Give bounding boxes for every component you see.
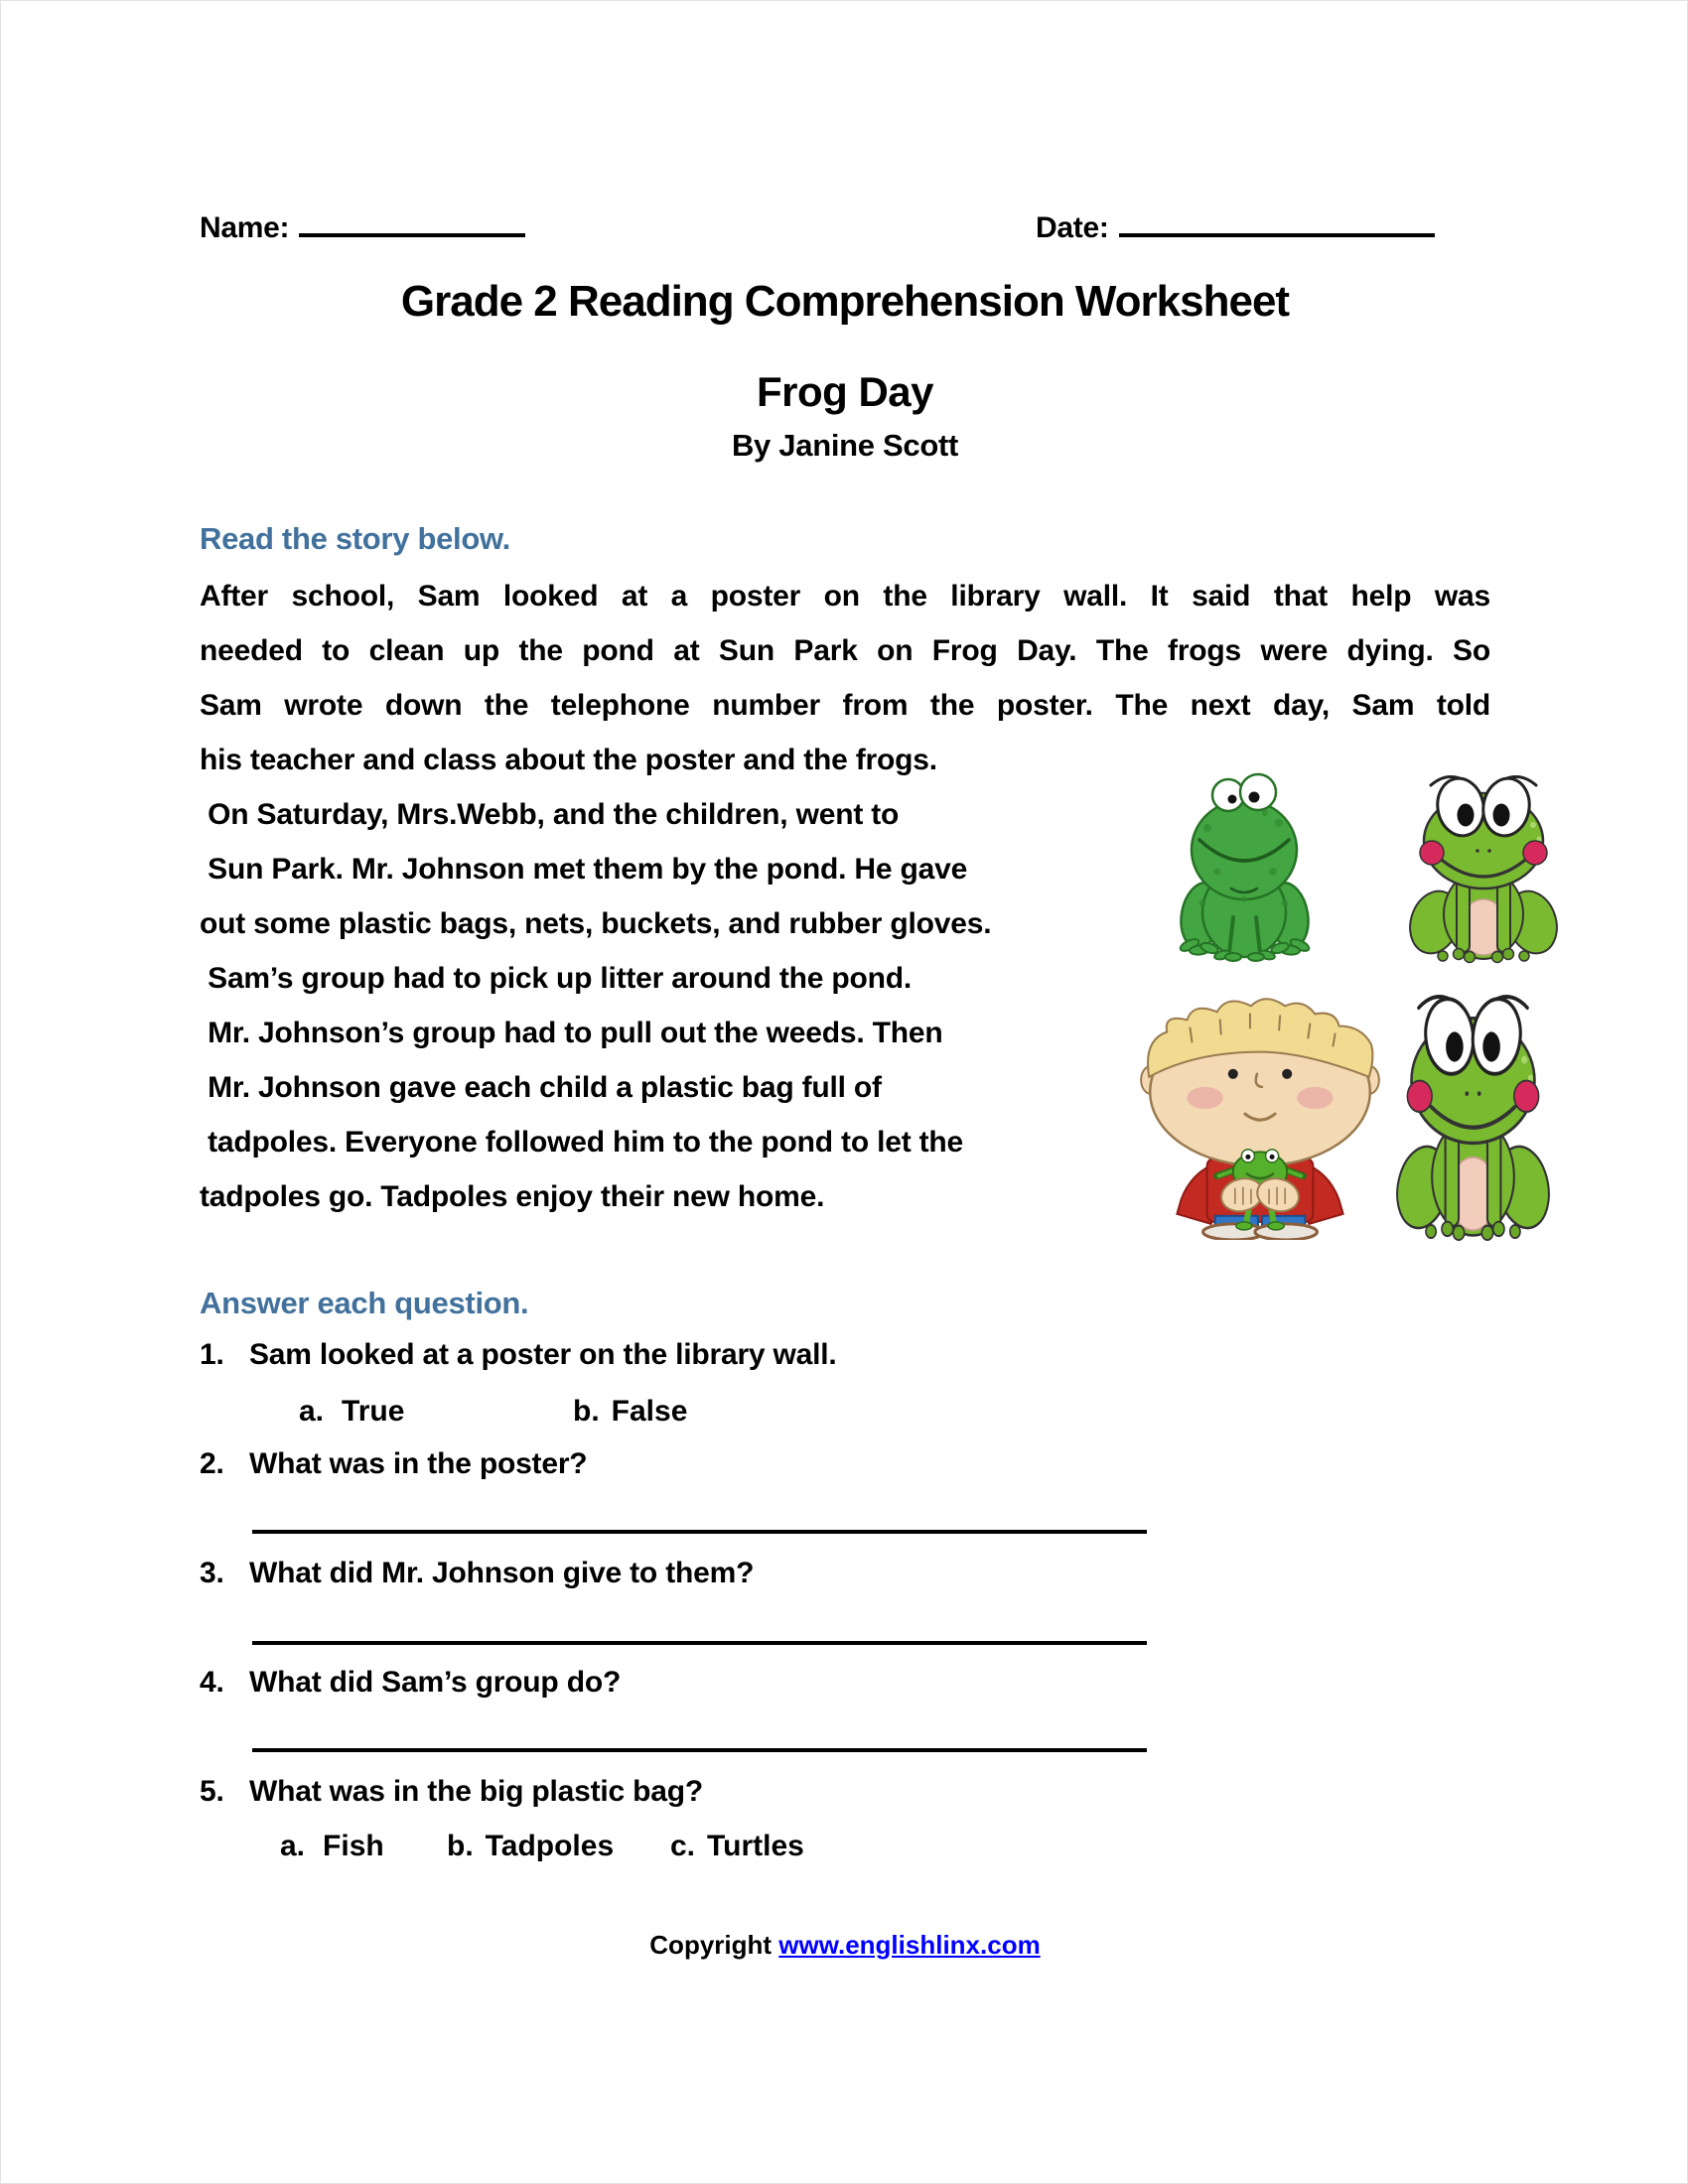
question-text: What did Mr. Johnson give to them? xyxy=(249,1557,755,1589)
question-5-options xyxy=(280,1830,1472,1869)
option-text: Fish xyxy=(323,1830,384,1862)
byline: By Janine Scott xyxy=(731,428,959,463)
frog-plain-image xyxy=(1178,768,1312,962)
questions-section-heading: Answer each question. xyxy=(200,1286,529,1320)
frog-pink-cheeks-image xyxy=(1409,765,1558,964)
boy-holding-frog-clipart xyxy=(1135,962,1385,1240)
name-blank-line xyxy=(299,205,525,237)
story-line: After school, Sam looked at a poster on the library wall. It said that help was xyxy=(200,580,1490,613)
question-1 xyxy=(200,1338,1490,1372)
question-text: Sam looked at a poster on the library wall. xyxy=(249,1338,837,1371)
story-paragraph-narrow xyxy=(200,787,1133,1224)
story-section-heading: Read the story below. xyxy=(200,521,510,556)
option-label: b. xyxy=(573,1395,600,1428)
question-text: What was in the poster? xyxy=(249,1447,588,1480)
story-line: out some plastic bags, nets, buckets, and rubber gloves. xyxy=(200,907,992,940)
story-line: Sam’s group had to pick up litter around the pond. xyxy=(200,962,913,995)
story-line: Mr. Johnson gave each child a plastic bag full of xyxy=(200,1071,882,1104)
question-2 xyxy=(200,1447,1490,1481)
question-3 xyxy=(200,1557,1490,1590)
date-label: Date: xyxy=(1036,211,1109,244)
option-a xyxy=(280,1830,384,1863)
question-number: 2. xyxy=(200,1447,224,1480)
story-line: his teacher and class about the poster and the frogs. xyxy=(200,744,937,776)
question-1-options xyxy=(299,1395,1490,1434)
question-4 xyxy=(200,1666,1490,1700)
name-field xyxy=(200,205,525,245)
answer-blank-line xyxy=(252,1748,1147,1752)
option-b xyxy=(573,1395,687,1429)
frog-pink-cheeks-tall-image xyxy=(1396,982,1550,1242)
frog-plain-clipart xyxy=(1178,768,1312,962)
answer-blank-line xyxy=(252,1530,1147,1534)
date-blank-line xyxy=(1119,205,1435,237)
option-label: a. xyxy=(299,1395,325,1428)
story-line: Sun Park. Mr. Johnson met them by the pond. He gave xyxy=(200,853,968,886)
question-number: 5. xyxy=(200,1775,224,1808)
story-paragraph-wide xyxy=(200,569,1490,787)
option-label: a. xyxy=(280,1830,306,1862)
answer-blank-line xyxy=(252,1641,1147,1645)
boy-holding-frog-image xyxy=(1135,962,1385,1240)
option-a xyxy=(299,1395,404,1429)
frog-pink-cheeks-clipart xyxy=(1409,765,1558,964)
story-line: On Saturday, Mrs.Webb, and the children, went to xyxy=(200,798,900,831)
option-label: b. xyxy=(447,1830,474,1862)
story-line: Sam wrote down the telephone number from the poster. The next day, Sam told xyxy=(200,689,1490,722)
footer xyxy=(1,1930,1688,1961)
question-text: What was in the big plastic bag? xyxy=(249,1775,703,1808)
copyright-label: Copyright xyxy=(649,1930,773,1960)
story-line: tadpoles. Everyone followed him to the pond to let the xyxy=(200,1126,964,1159)
option-text: Tadpoles xyxy=(485,1830,615,1862)
englishlinx-link[interactable]: www.englishlinx.com xyxy=(778,1930,1041,1960)
name-label: Name: xyxy=(200,211,290,244)
question-number: 4. xyxy=(200,1666,224,1699)
page-title: Grade 2 Reading Comprehension Worksheet xyxy=(400,277,1290,326)
question-text: What did Sam’s group do? xyxy=(249,1666,622,1699)
date-field xyxy=(1036,205,1435,245)
option-b xyxy=(447,1830,614,1863)
option-text: True xyxy=(342,1395,405,1428)
frog-pink-cheeks-tall-clipart xyxy=(1396,982,1550,1242)
option-c xyxy=(670,1830,804,1863)
option-text: False xyxy=(611,1395,688,1428)
story-title: Frog Day xyxy=(756,368,934,415)
question-number: 3. xyxy=(200,1557,224,1589)
question-number: 1. xyxy=(200,1338,224,1371)
option-text: Turtles xyxy=(707,1830,804,1862)
story-line: Mr. Johnson’s group had to pull out the weeds. Then xyxy=(200,1017,943,1049)
option-label: c. xyxy=(670,1830,696,1862)
story-line: tadpoles go. Tadpoles enjoy their new home. xyxy=(200,1180,825,1213)
story-line: needed to clean up the pond at Sun Park on Frog Day. The frogs were dying. So xyxy=(200,634,1490,667)
question-5 xyxy=(200,1775,1490,1809)
